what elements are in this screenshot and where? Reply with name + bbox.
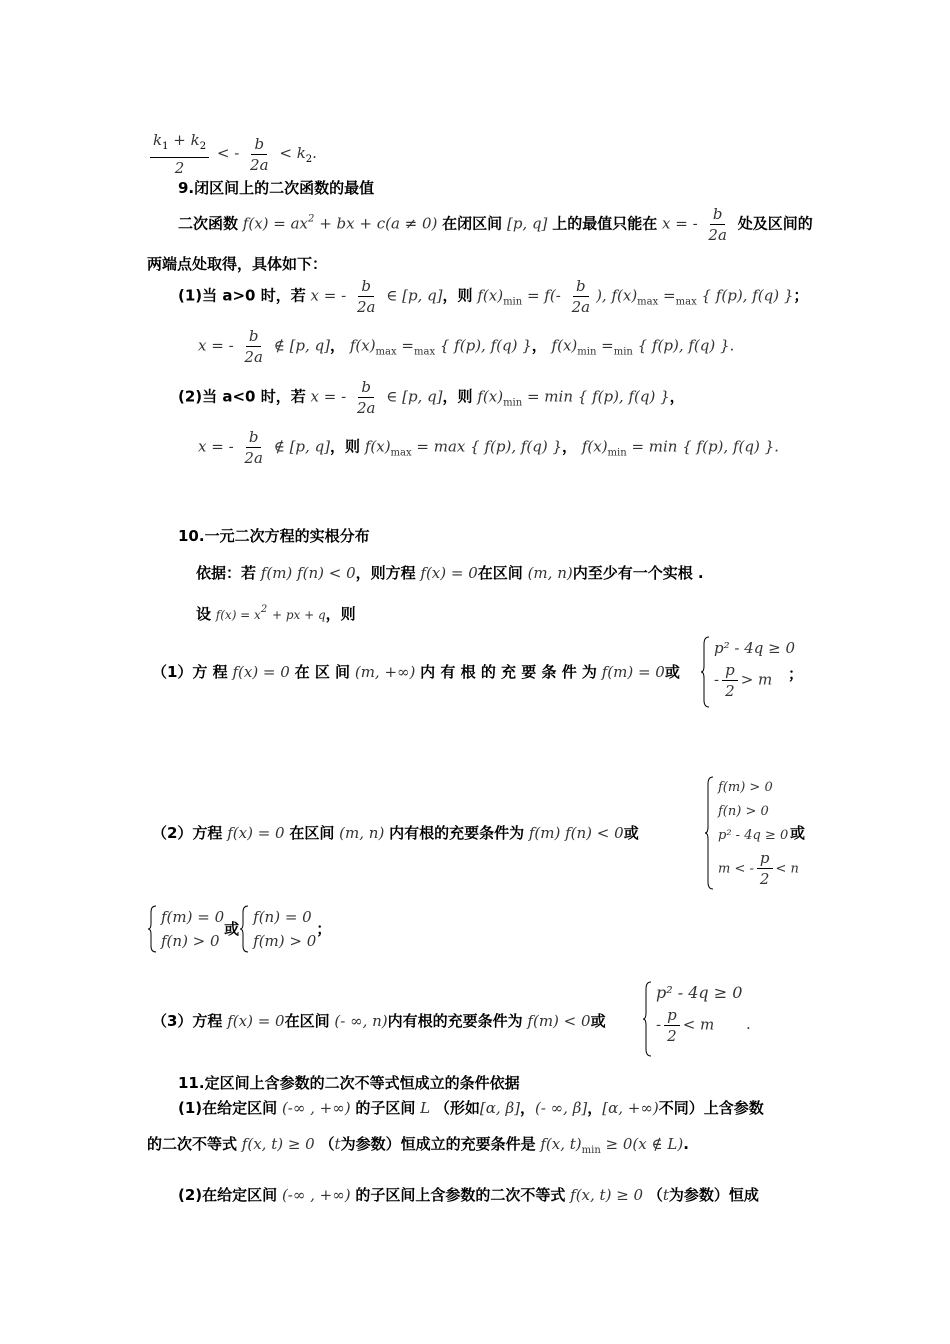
section-9-heading: 9.闭区间上的二次函数的最值 [178,179,375,197]
s9-case-2b: x = - $\frac{b}{2a}$ ∉ [p, q]，则 $f(x)_{max} = \max$ { f(p), f(q) }， $f(x)_{min} = \min$ { f(p), f(q) }. [198,428,779,467]
s9-case-2: (2)当 a<0 时，若 x = - $\frac{b}{2a}$ ∈ [p, q]，则 $f(x)_{min} = \min$ { f(p), f(q) }， [178,378,685,417]
s9-paragraph-1: 二次函数 $f(x) = ax^2$ + bx + c(a ≠ 0) 在闭区间 [p, q] 上的最值只能在 x = - $\frac{b}{2a}$ 处及区间的 [178,205,813,244]
s10-item-1: （1）方 程 f(x) = 0 在 区 间 (m, +∞) 内 有 根 的 充 要 条 件 为 f(m) = 0或 [152,663,680,681]
s11-paragraph-2: 的二次不等式 f(x, t) ≥ 0 （t为参数）恒成立的充要条件是 f(x, $t)_{min} \ge 0(x$ ∉ L). [147,1135,689,1156]
s10-item-3-end: . [746,1015,751,1033]
s9-case-1: (1)当 a>0 时，若 x = - $\frac{b}{2a}$ ∈ [p, q]，则 $f(x)_{min} = f(-$ $\frac{b}{2a}$ ), $f(x)_{max} =_{max}$ { f(p), f(q) }； [178,277,809,316]
s10-item-2-or: 或 [790,824,806,842]
s11-paragraph-1: (1)在给定区间 (-∞ , +∞) 的子区间 L （形如[α, β]，(- ∞, β]，[α, +∞)不同）上含参数 [178,1099,764,1117]
s10-item-3-system: p² - 4q ≥ 0 - $\frac{p}{2}$ < m [642,981,742,1046]
s9-paragraph-2: 两端点处取得，具体如下： [147,255,328,273]
s10-item-1-system: p² - 4q ≥ 0 - $\frac{p}{2}$ > m [700,636,795,701]
s10-item-2: （2）方程 f(x) = 0 在区间 (m, n) 内有根的充要条件为 f(m) f(n) < 0或 [152,824,639,842]
section-10-heading: 10.一元二次方程的实根分布 [178,527,370,545]
fraction: $\frac{b}{2a}$ [250,134,269,174]
s10-item-2-system: f(m) > 0 f(n) > 0 p² - 4q ≥ 0 m < - $\frac{p}{2}$ < n [704,776,799,889]
top-inequality: $\frac{k_1 + k_2}{2}$ < - $\frac{b}{2a}$ < $k_2$. [147,130,317,178]
s10-item-2-extra: f(m) = 0 f(n) > 0 或 f(n) = 0 f(m) > 0 ； [147,905,331,953]
fraction: $\frac{k_1 + k_2}{2}$ [150,130,209,178]
section-11-heading: 11.定区间上含参数的二次不等式恒成立的条件依据 [178,1074,520,1092]
s10-item-3: （3）方程 f(x) = 0在区间 (- ∞, n)内有根的充要条件为 f(m) < 0或 [152,1012,606,1030]
s9-case-1b: x = - $\frac{b}{2a}$ ∉ [p, q]， $f(x)_{max} =_{max}$ { f(p), f(q) }， $f(x)_{min} =_{min}$ { f(p), f(q) }. [198,327,735,366]
s10-set: 设 $f(x) = x^2$ + px + q，则 [196,604,356,623]
s11-paragraph-3: (2)在给定区间 (-∞ , +∞) 的子区间上含参数的二次不等式 f(x, t) ≥ 0 （t为参数）恒成 [178,1186,759,1204]
s10-basis: 依据：若 f(m) f(n) < 0，则方程 f(x) = 0在区间 (m, n)内至少有一个实根 . [196,564,704,582]
s10-item-1-end: ； [788,665,804,683]
